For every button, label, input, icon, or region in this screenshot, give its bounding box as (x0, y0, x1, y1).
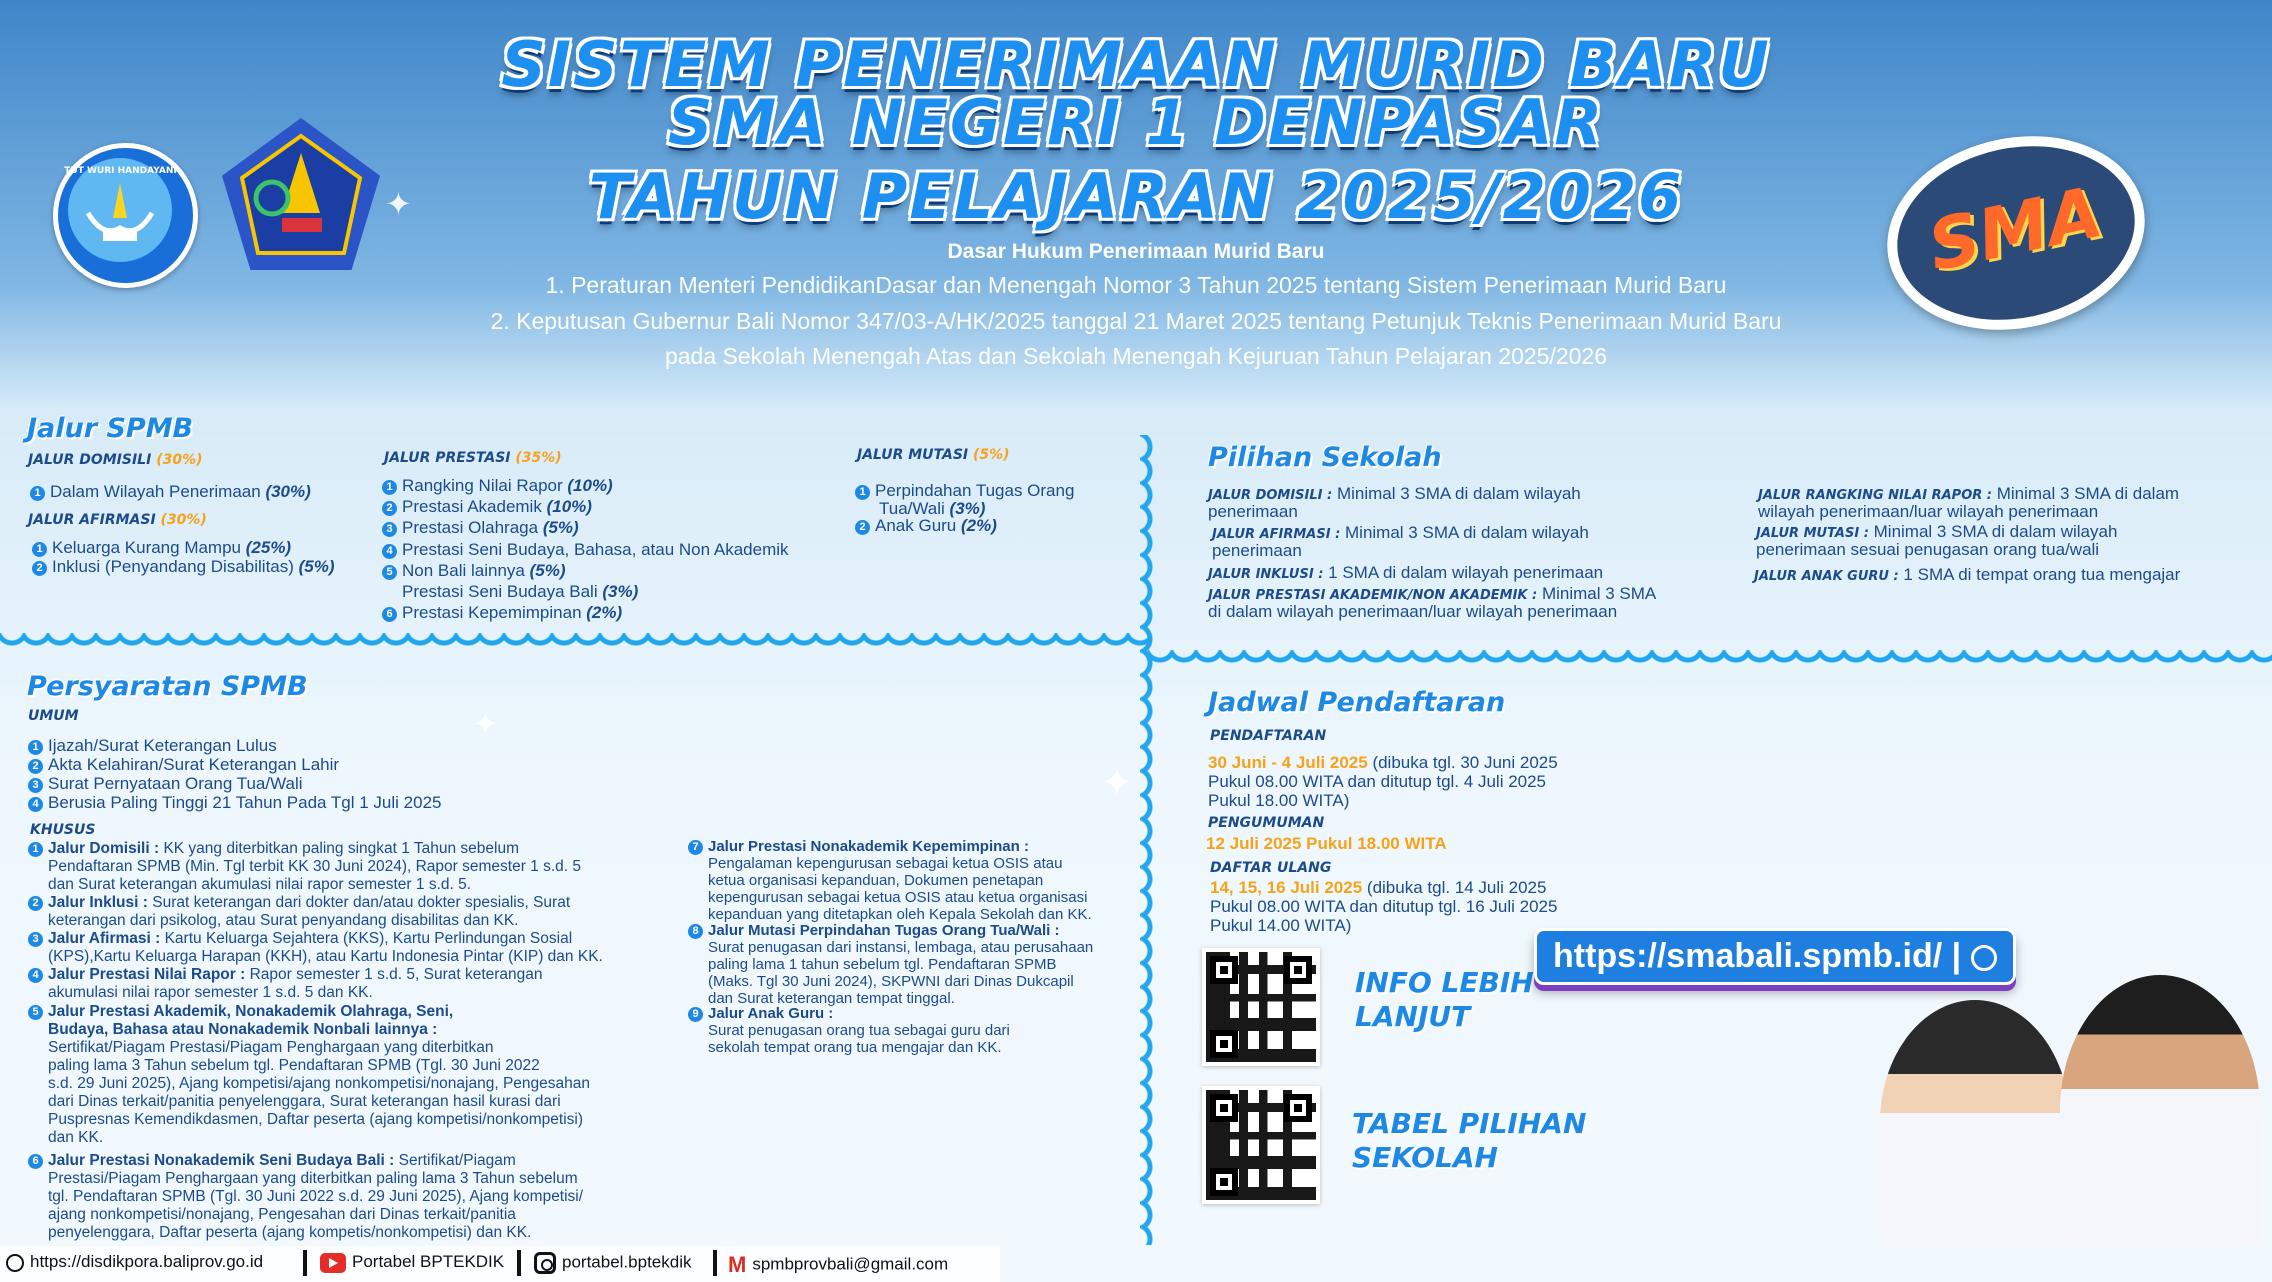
tabel-pilihan-sekolah-label: TABEL PILIHAN SEKOLAH (1352, 1107, 1587, 1174)
pilihan-inklusi: JALUR INKLUSI : 1 SMA di dalam wilayah penerimaan (1208, 563, 1604, 582)
pilihan-domisili: JALUR DOMISILI : Minimal 3 SMA di dalam wilayah penerimaan (1208, 484, 1581, 521)
khusus-item-2: 2 Jalur Inklusi : Surat keterangan dari dokter dan/atau dokter spesialis, Surat keterangan dari psikolog, atau Surat penyandang disabilitas dan KK. (28, 894, 570, 930)
khusus-item-4: 4 Jalur Prestasi Nilai Rapor : Rapor semester 1 s.d. 5, Surat keterangan akumulasi nilai rapor semester 1 s.d. 5 dan KK. (28, 966, 543, 1002)
title-line-1: SISTEM PENERIMAAN MURID BARU (501, 28, 1771, 101)
jalur-mutasi-item-2: 2 Anak Guru (2%) (855, 516, 997, 535)
jalur-afirmasi-item-1: 1 Keluarga Kurang Mampu (25%) (32, 538, 291, 557)
jalur-mutasi-item-1: 1 Perpindahan Tugas Orang (855, 481, 1074, 500)
umum-item-3: 3 Surat Pernyataan Orang Tua/Wali (28, 774, 303, 793)
umum-item-1: 1 Ijazah/Surat Keterangan Lulus (28, 736, 277, 755)
gmail-icon: M (728, 1252, 747, 1277)
footer-separator (713, 1250, 717, 1276)
tut-wuri-handayani-logo (53, 143, 198, 288)
qr-code-info[interactable] (1202, 948, 1320, 1066)
footer-website[interactable]: https://disdikpora.baliprov.go.id (6, 1252, 263, 1272)
pilihan-prestasi: JALUR PRESTASI AKADEMIK/NON AKADEMIK : Minimal 3 SMA di dalam wilayah penerimaan/luar wilayah penerimaan (1208, 584, 1657, 621)
globe-icon (6, 1254, 24, 1272)
persyaratan-umum-title: UMUM (28, 708, 79, 724)
pengumuman-date: 12 Juli 2025 Pukul 18.00 WITA (1206, 834, 1447, 853)
jalur-spmb-title: Jalur SPMB (27, 413, 194, 444)
vertical-wave-divider (1140, 435, 1156, 1245)
jalur-domisili-item: 1 Dalam Wilayah Penerimaan (30%) (30, 482, 311, 501)
jalur-prestasi-title: JALUR PRESTASI (35%) (384, 450, 562, 466)
pengumuman-label: PENGUMUMAN (1208, 815, 1325, 831)
umum-item-2: 2 Akta Kelahiran/Surat Keterangan Lahir (28, 755, 339, 774)
jalur-prestasi-item-5b: Prestasi Seni Budaya Bali (3%) (402, 582, 639, 601)
jalur-prestasi-item-3: 3 Prestasi Olahraga (5%) (382, 518, 579, 537)
horizontal-wave-divider-left (0, 633, 1148, 649)
jalur-mutasi-item-1b: Tua/Wali (3%) (879, 499, 986, 518)
daftar-ulang-details: 14, 15, 16 Juli 2025 (dibuka tgl. 14 Juli 2025 Pukul 08.00 WITA dan ditutup tgl. 16 Juli 2025 Pukul 14.00 WITA) (1210, 878, 1558, 935)
pilihan-anak-guru: JALUR ANAK GURU : 1 SMA di tempat orang tua mengajar (1754, 565, 2181, 584)
footer-youtube[interactable]: Portabel BPTEKDIK (320, 1252, 504, 1273)
persyaratan-khusus-title: KHUSUS (30, 822, 96, 838)
jalur-domisili-title: JALUR DOMISILI (30%) (28, 452, 203, 468)
legal-line-2: 2. Keputusan Gubernur Bali Nomor 347/03-A/HK/2025 tanggal 21 Maret 2025 tentang Petunjuk Teknis Penerimaan Murid Baru (490, 308, 1782, 334)
student-girl-illustration (1880, 1000, 2070, 1246)
pilihan-afirmasi: JALUR AFIRMASI : Minimal 3 SMA di dalam wilayah penerimaan (1212, 523, 1589, 560)
footer-instagram[interactable]: portabel.bptekdik (534, 1252, 691, 1274)
horizontal-wave-divider-right (1148, 650, 2272, 666)
jalur-afirmasi-title: JALUR AFIRMASI (30%) (28, 512, 207, 528)
persyaratan-title: Persyaratan SPMB (27, 671, 308, 702)
pendaftaran-label: PENDAFTARAN (1210, 728, 1327, 744)
khusus-item-6: 6 Jalur Prestasi Nonakademik Seni Budaya Bali : Sertifikat/Piagam Prestasi/Piagam Penghargaan yang diterbitkan paling lama 3 Tahun sebelum tgl. Pendaftaran SPMB (Tgl. 30 Juni 2022 s.d. 29 Juni 2025), Ajang kompetisi/ ajang nonkompetisi/nonajang, Pengesahan dari Dinas terkait/panitia penyelenggara, Daftar peserta (ajang kompetis/nonkompetisi) dan KK. (28, 1152, 583, 1242)
khusus-item-8: 8 Jalur Mutasi Perpindahan Tugas Orang Tua/Wali : Surat penugasan dari instansi, lembaga, atau perusahaan paling lama 1 tahun sebelum tgl. Pendaftaran SPMB (Maks. Tgl 30 Juni 2024), SKPWNI dari Dinas Dukcapil dan Surat keterangan tempat tinggal. (688, 922, 1093, 1007)
khusus-item-7: 7 Jalur Prestasi Nonakademik Kepemimpinan : Pengalaman kepengurusan sebagai ketua OSIS atau ketua organisasi kepanduan, Dokumen penetapan kepengurusan sebagai ketua OSIS atau ketua organisasi kepanduan yang ditetapkan oleh Kepala Sekolah dan KK. (688, 838, 1092, 923)
khusus-item-1: 1 Jalur Domisili : KK yang diterbitkan paling singkat 1 Tahun sebelum Pendaftaran SPMB (Min. Tgl terbit KK 30 Juni 2024), Rapor semester 1 s.d. 5 dan Surat keterangan akumulasi nilai rapor semester 1 s.d. 5. (28, 840, 581, 894)
info-lebih-lanjut-label: INFO LEBIH LANJUT (1355, 966, 1534, 1033)
sparkle-icon: ✦ (385, 185, 412, 223)
khusus-item-5: 5 Jalur Prestasi Akademik, Nonakademik Olahraga, Seni, Budaya, Bahasa atau Nonakademik Nonbali lainnya : Sertifikat/Piagam Prestasi/Piagam Penghargaan yang diterbitkan paling lama 3 Tahun sebelum tgl. Pendaftaran SPMB (Tgl. 30 Juni 2022 s.d. 29 Juni 2025), Ajang kompetisi/ajang nonkompetisi/nonajang, Pengesahan dari Dinas terkait/panitia penyelenggara, Surat keterangan hasil kurasi dari Puspresnas Kemendikdasmen, Daftar peserta (ajang kompetisi/nonkompetisi) dan KK. (28, 1003, 590, 1147)
jalur-prestasi-item-6: 6 Prestasi Kepemimpinan (2%) (382, 603, 622, 622)
legal-heading: Dasar Hukum Penerimaan Murid Baru (947, 240, 1325, 263)
footer-email[interactable]: M spmbprovbali@gmail.com (728, 1252, 949, 1277)
daftar-ulang-label: DAFTAR ULANG (1210, 860, 1332, 876)
globe-icon (1971, 945, 1997, 971)
pilihan-mutasi: JALUR MUTASI : Minimal 3 SMA di dalam wilayah penerimaan sesuai penugasan orang tua/wali (1756, 522, 2118, 559)
youtube-icon (320, 1253, 346, 1273)
umum-item-4: 4 Berusia Paling Tinggi 21 Tahun Pada Tgl 1 Juli 2025 (28, 793, 441, 812)
jalur-prestasi-item-5: 5 Non Bali lainnya (5%) (382, 561, 566, 580)
jalur-afirmasi-item-2: 2 Inklusi (Penyandang Disabilitas) (5%) (32, 557, 335, 576)
jalur-prestasi-item-4: 4 Prestasi Seni Budaya, Bahasa, atau Non Akademik (382, 540, 789, 559)
jadwal-title: Jadwal Pendaftaran (1208, 687, 1506, 718)
legal-line-3: pada Sekolah Menengah Atas dan Sekolah Menengah Kejuruan Tahun Pelajaran 2025/2026 (664, 343, 1608, 369)
student-boy-illustration (2060, 975, 2260, 1246)
instagram-icon (534, 1252, 556, 1274)
pilihan-rangking: JALUR RANGKING NILAI RAPOR : Minimal 3 SMA di dalam wilayah penerimaan/luar wilayah penerimaan (1758, 484, 2180, 521)
pilihan-sekolah-title: Pilihan Sekolah (1208, 442, 1442, 473)
sparkle-icon: ✦ (1100, 760, 1134, 806)
jalur-mutasi-title: JALUR MUTASI (5%) (857, 447, 1010, 463)
sma-badge-text: SMA (1921, 170, 2109, 288)
khusus-item-3: 3 Jalur Afirmasi : Kartu Keluarga Sejahtera (KKS), Kartu Perlindungan Sosial (KPS),Kartu Keluarga Harapan (KKH), atau Kartu Indonesia Pintar (KIP) dan KK. (28, 930, 603, 966)
jalur-prestasi-item-1: 1 Rangking Nilai Rapor (10%) (382, 476, 613, 495)
footer-separator (517, 1250, 521, 1276)
registration-url-link[interactable]: https://smabali.spmb.id/ | (1534, 928, 2016, 985)
title-line-3: TAHUN PELAJARAN 2025/2026 (588, 160, 1684, 233)
sparkle-icon: ✦ (472, 705, 499, 743)
logo-left-text: TUT WURI HANDAYANI (64, 166, 177, 176)
khusus-item-9: 9 Jalur Anak Guru : Surat penugasan orang tua sebagai guru dari sekolah tempat orang tua mengajar dan KK. (688, 1005, 1010, 1056)
pendaftaran-details: 30 Juni - 4 Juli 2025 (dibuka tgl. 30 Juni 2025 Pukul 08.00 WITA dan ditutup tgl. 4 Juli 2025 Pukul 18.00 WITA) (1208, 753, 1558, 810)
qr-code-tabel[interactable] (1202, 1086, 1320, 1204)
legal-line-1: 1. Peraturan Menteri PendidikanDasar dan Menengah Nomor 3 Tahun 2025 tentang Sistem Penerimaan Murid Baru (545, 272, 1727, 298)
jalur-prestasi-item-2: 2 Prestasi Akademik (10%) (382, 497, 592, 516)
title-line-2: SMA NEGERI 1 DENPASAR (667, 86, 1605, 159)
footer-separator (303, 1250, 307, 1276)
